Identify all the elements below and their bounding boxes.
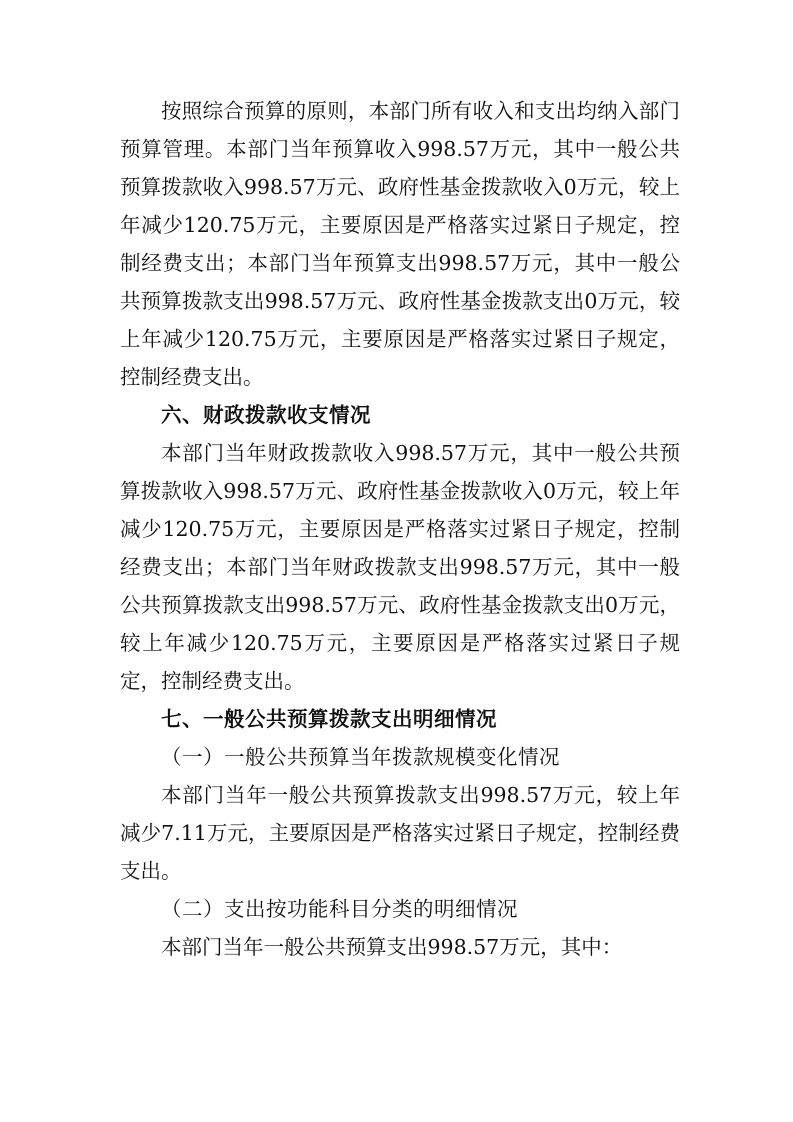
- paragraph-functional-classification: 本部门当年一般公共预算支出998.57万元，其中：: [161, 935, 623, 959]
- section-heading-general-budget-details: 七、一般公共预算拨款支出明细情况: [161, 707, 497, 731]
- subsection-heading-functional-classification: （二）支出按功能科目分类的明细情况: [161, 897, 518, 921]
- document-body: [120, 92, 680, 966]
- paragraph-scale-change: 本部门当年一般公共预算拨款支出998.57万元，较上年减少7.11万元，主要原因是严格落实过紧日子规定，控制经费支出。: [120, 783, 680, 883]
- section-heading-fiscal-allocation: 六、财政拨款收支情况: [161, 403, 371, 427]
- paragraph-budget-overview: 按照综合预算的原则，本部门所有收入和支出均纳入部门预算管理。本部门当年预算收入998.57万元，其中一般公共预算拨款收入998.57万元、政府性基金拨款收入0万元，较上年减少120.75万元，主要原因是严格落实过紧日子规定，控制经费支出；本部门当年预算支出998.57万元，其中一般公共预算拨款支出998.57万元、政府性基金拨款支出0万元，较上年减少120.75万元，主要原因是严格落实过紧日子规定，控制经费支出。: [120, 99, 680, 389]
- paragraph-fiscal-allocation: 本部门当年财政拨款收入998.57万元，其中一般公共预算拨款收入998.57万元、政府性基金拨款收入0万元，较上年减少120.75万元，主要原因是严格落实过紧日子规定，控制经费支出；本部门当年财政拨款支出998.57万元，其中一般公共预算拨款支出998.57万元、政府性基金拨款支出0万元，较上年减少120.75万元，主要原因是严格落实过紧日子规定，控制经费支出。: [120, 441, 680, 693]
- subsection-heading-scale-change: （一）一般公共预算当年拨款规模变化情况: [161, 745, 560, 769]
